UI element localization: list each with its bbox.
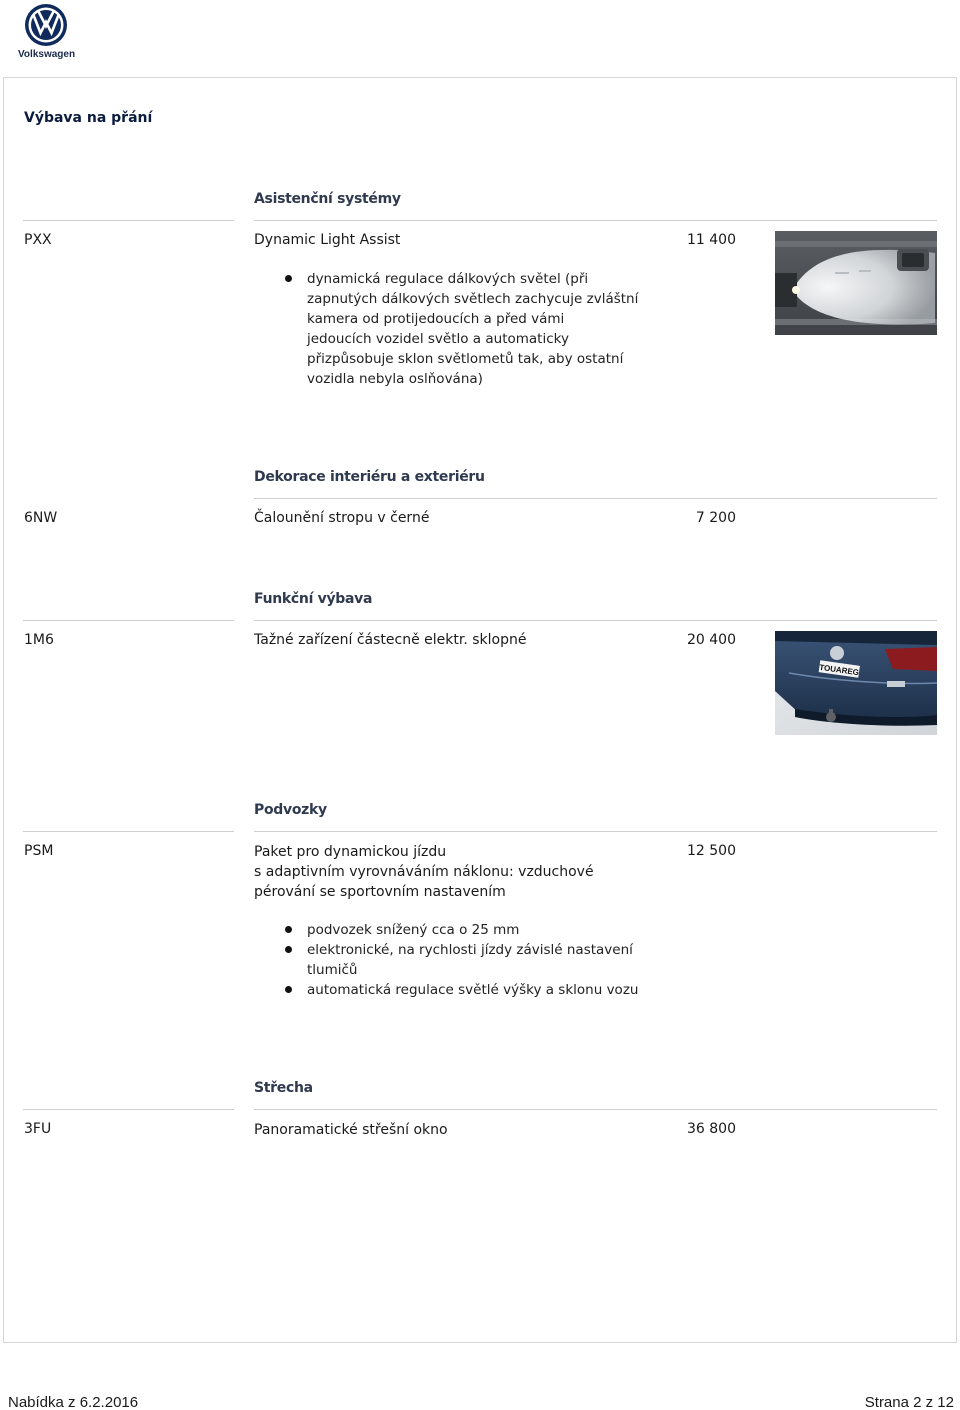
option-name: Dynamic Light Assist bbox=[254, 232, 401, 248]
feature-item: automatická regulace světlé výšky a sklonu vozu bbox=[284, 980, 644, 1000]
page-number: Strana 2 z 12 bbox=[864, 1394, 954, 1410]
option-code: 1M6 bbox=[24, 632, 54, 648]
vw-emblem-icon bbox=[24, 3, 68, 47]
feature-item: dynamická regulace dálkových světel (při zapnutých dálkových světlech zachycuje zvláštní kamera od protijedoucích a před vámi jedoucích vozidel světlo a automaticky přizpůsobuje sklon světlometů tak, aby ostatní vozidla nebyla oslňována) bbox=[284, 269, 638, 389]
section-title-funkcni-vybava: Funkční výbava bbox=[254, 591, 373, 607]
tow-bar-photo bbox=[775, 631, 937, 735]
section-divider bbox=[23, 1109, 234, 1110]
section-divider bbox=[254, 1109, 937, 1110]
feature-item: podvozek snížený cca o 25 mm bbox=[284, 920, 644, 940]
section-divider bbox=[23, 620, 234, 621]
section-divider bbox=[254, 831, 937, 832]
section-title-asistencni-systemy: Asistenční systémy bbox=[254, 191, 401, 207]
section-divider bbox=[254, 498, 937, 499]
feature-item: elektronické, na rychlosti jízdy závislé nastavení tlumičů bbox=[284, 940, 644, 980]
option-code: PXX bbox=[24, 232, 52, 248]
section-divider bbox=[254, 620, 937, 621]
feature-list bbox=[284, 269, 638, 389]
option-code: PSM bbox=[24, 843, 54, 859]
section-title-strecha: Střecha bbox=[254, 1080, 313, 1096]
option-code: 6NW bbox=[24, 510, 58, 526]
option-price: 36 800 bbox=[687, 1121, 736, 1137]
section-title-podvozky: Podvozky bbox=[254, 802, 327, 818]
option-name: Panoramatické střešní okno bbox=[254, 1122, 448, 1138]
section-divider bbox=[23, 831, 234, 832]
option-name: Tažné zařízení částecně elektr. sklopné bbox=[254, 632, 527, 648]
option-price: 11 400 bbox=[687, 232, 736, 248]
section-divider bbox=[254, 220, 937, 221]
footer-date: Nabídka z 6.2.2016 bbox=[8, 1394, 139, 1410]
option-price: 20 400 bbox=[687, 632, 736, 648]
option-name: Čalounění stropu v černé bbox=[254, 510, 430, 526]
feature-list bbox=[284, 920, 644, 1000]
section-divider bbox=[23, 220, 234, 221]
license-plate-text: TOUAREG bbox=[818, 662, 860, 678]
option-price: 7 200 bbox=[695, 510, 736, 526]
volkswagen-logo bbox=[18, 3, 76, 60]
page-title: Výbava na přání bbox=[24, 110, 153, 126]
option-code: 3FU bbox=[24, 1121, 52, 1137]
section-title-dekorace: Dekorace interiéru a exteriéru bbox=[254, 469, 485, 485]
brand-name: Volkswagen bbox=[18, 49, 76, 60]
option-name: Paket pro dynamickou jízdu s adaptivním vyrovnáváním náklonu: vzduchové pérování se sportovním nastavením bbox=[254, 844, 594, 900]
dynamic-light-assist-photo bbox=[775, 231, 937, 335]
option-price: 12 500 bbox=[687, 843, 736, 859]
